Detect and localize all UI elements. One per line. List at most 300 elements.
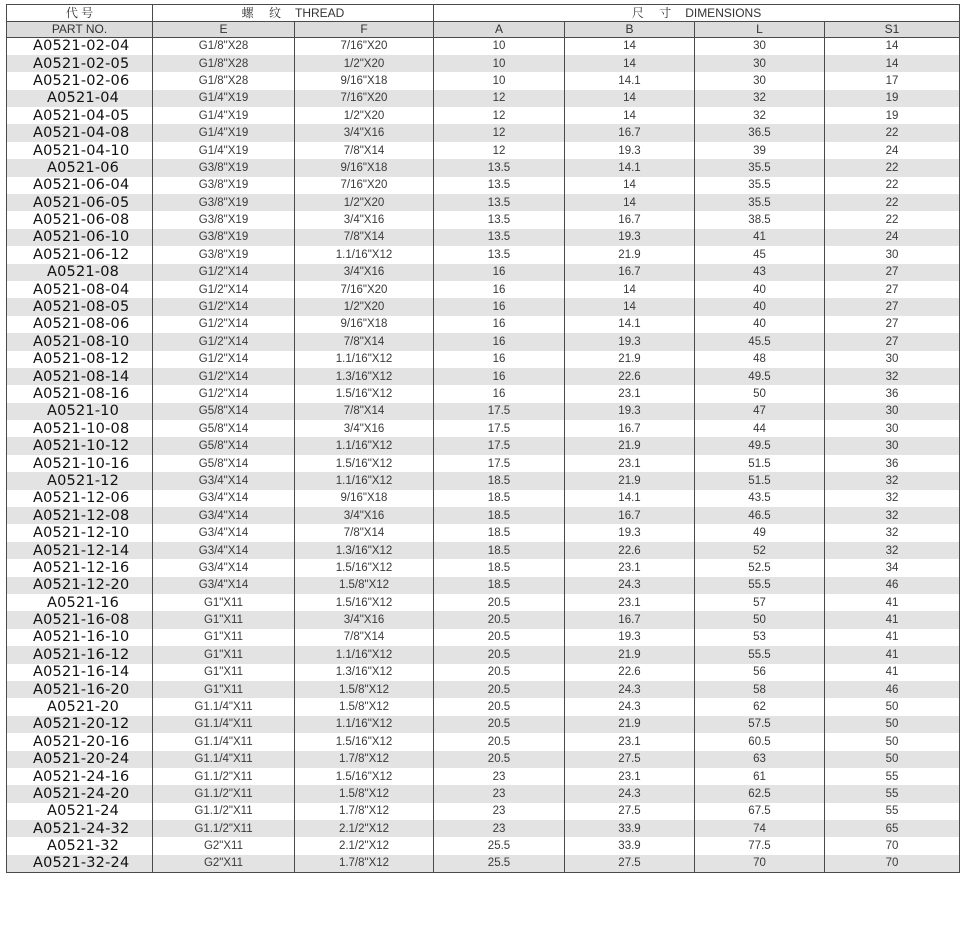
part-no-header-en: PART NO. [7,22,153,38]
dim-l-cell: 43.5 [695,490,825,507]
dim-l-cell: 62.5 [695,785,825,802]
dim-l-cell: 52 [695,542,825,559]
thread-e-cell: G1/2"X14 [153,368,295,385]
dim-a-cell: 16 [434,264,565,281]
dim-a-cell: 18.5 [434,542,565,559]
thread-f-cell: 3/4"X16 [295,124,434,141]
thread-f-cell: 1.1/16"X12 [295,246,434,263]
dim-a-cell: 12 [434,107,565,124]
thread-f-cell: 7/8"X14 [295,629,434,646]
dim-a-cell: 17.5 [434,420,565,437]
dim-a-cell: 20.5 [434,733,565,750]
dim-s1-cell: 55 [825,803,960,820]
dim-l-cell: 35.5 [695,159,825,176]
part-no-cell: A0521-16-10 [7,629,153,646]
dim-b-cell: 24.3 [565,681,695,698]
dim-a-cell: 20.5 [434,646,565,663]
part-no-cell: A0521-08-16 [7,385,153,402]
thread-f-cell: 1.7/8"X12 [295,803,434,820]
table-row [7,124,960,141]
table-row [7,211,960,228]
table-row [7,472,960,489]
thread-e-cell: G1.1/2"X11 [153,803,295,820]
dim-l-cell: 56 [695,664,825,681]
column-header-f: F [295,22,434,38]
thread-f-cell: 1.5/16"X12 [295,733,434,750]
thread-f-cell: 1.5/16"X12 [295,455,434,472]
thread-e-cell: G3/8"X19 [153,246,295,263]
part-no-cell: A0521-06-05 [7,194,153,211]
part-no-cell: A0521-24-16 [7,768,153,785]
thread-e-cell: G1"X11 [153,594,295,611]
part-no-cell: A0521-20-24 [7,751,153,768]
column-header-e: E [153,22,295,38]
dim-b-cell: 19.3 [565,333,695,350]
dim-l-cell: 49.5 [695,368,825,385]
dim-l-cell: 40 [695,298,825,315]
part-no-cell: A0521-06-10 [7,229,153,246]
thread-e-cell: G1/2"X14 [153,298,295,315]
dim-l-cell: 61 [695,768,825,785]
part-no-cell: A0521-16-20 [7,681,153,698]
thread-f-cell: 1.5/16"X12 [295,768,434,785]
dim-s1-cell: 32 [825,472,960,489]
dim-b-cell: 23.1 [565,455,695,472]
dim-b-cell: 16.7 [565,507,695,524]
dim-a-cell: 10 [434,55,565,72]
dim-b-cell: 19.3 [565,142,695,159]
dim-l-cell: 70 [695,855,825,872]
dim-b-cell: 33.9 [565,837,695,854]
table-row [7,681,960,698]
part-no-cell: A0521-08-05 [7,298,153,315]
dim-s1-cell: 70 [825,837,960,854]
dim-l-cell: 32 [695,107,825,124]
dim-s1-cell: 30 [825,351,960,368]
dim-a-cell: 13.5 [434,177,565,194]
thread-f-cell: 1.3/16"X12 [295,368,434,385]
dim-l-cell: 35.5 [695,194,825,211]
part-no-cell: A0521-08-14 [7,368,153,385]
thread-f-cell: 3/4"X16 [295,611,434,628]
dim-a-cell: 13.5 [434,229,565,246]
part-no-cell: A0521-12-08 [7,507,153,524]
thread-f-cell: 3/4"X16 [295,420,434,437]
dim-l-cell: 45.5 [695,333,825,350]
dim-s1-cell: 41 [825,629,960,646]
dim-a-cell: 10 [434,38,565,55]
dim-l-cell: 44 [695,420,825,437]
part-no-cell: A0521-08-06 [7,316,153,333]
part-no-cell: A0521-12-06 [7,490,153,507]
part-no-cell: A0521-24-20 [7,785,153,802]
dim-s1-cell: 55 [825,785,960,802]
part-no-cell: A0521-20-12 [7,716,153,733]
part-no-cell: A0521-02-05 [7,55,153,72]
dim-b-cell: 16.7 [565,264,695,281]
dim-l-cell: 58 [695,681,825,698]
dim-l-cell: 52.5 [695,559,825,576]
table-row [7,368,960,385]
dim-b-cell: 24.3 [565,698,695,715]
table-body [7,38,960,873]
table-row [7,55,960,72]
dim-s1-cell: 50 [825,733,960,750]
dim-b-cell: 19.3 [565,403,695,420]
part-no-cell: A0521-04-08 [7,124,153,141]
thread-f-cell: 1.5/16"X12 [295,385,434,402]
thread-f-cell: 1.3/16"X12 [295,664,434,681]
table-row [7,611,960,628]
dim-s1-cell: 24 [825,229,960,246]
thread-e-cell: G2"X11 [153,855,295,872]
dim-a-cell: 18.5 [434,507,565,524]
part-no-cell: A0521-06-04 [7,177,153,194]
dim-s1-cell: 22 [825,177,960,194]
dim-b-cell: 21.9 [565,351,695,368]
part-no-cell: A0521-04-10 [7,142,153,159]
thread-e-cell: G3/4"X14 [153,542,295,559]
thread-e-cell: G1.1/2"X11 [153,768,295,785]
part-no-cell: A0521-10-08 [7,420,153,437]
dim-a-cell: 23 [434,820,565,837]
thread-f-cell: 1.5/8"X12 [295,698,434,715]
thread-f-cell: 7/8"X14 [295,229,434,246]
part-no-cell: A0521-02-06 [7,72,153,89]
part-no-cell: A0521-24 [7,803,153,820]
dim-a-cell: 23 [434,768,565,785]
dimensions-table [6,4,960,873]
part-no-cell: A0521-04 [7,90,153,107]
dim-s1-cell: 17 [825,72,960,89]
part-no-cell: A0521-16 [7,594,153,611]
dim-s1-cell: 22 [825,194,960,211]
dim-l-cell: 53 [695,629,825,646]
table-row [7,264,960,281]
table-row [7,629,960,646]
thread-e-cell: G1/8"X28 [153,72,295,89]
table-row [7,194,960,211]
header-row-columns [7,22,960,38]
dim-l-cell: 30 [695,38,825,55]
table-row [7,664,960,681]
dim-a-cell: 16 [434,316,565,333]
thread-e-cell: G5/8"X14 [153,420,295,437]
thread-e-cell: G1/4"X19 [153,142,295,159]
dim-a-cell: 16 [434,368,565,385]
table-row [7,281,960,298]
dim-s1-cell: 30 [825,420,960,437]
column-header-s1: S1 [825,22,960,38]
table-row [7,751,960,768]
dim-a-cell: 18.5 [434,559,565,576]
thread-f-cell: 1.5/16"X12 [295,594,434,611]
dim-a-cell: 17.5 [434,403,565,420]
dim-b-cell: 27.5 [565,803,695,820]
header-row-top [7,5,960,22]
thread-e-cell: G1"X11 [153,611,295,628]
dim-s1-cell: 32 [825,524,960,541]
dim-s1-cell: 50 [825,716,960,733]
part-no-cell: A0521-12-20 [7,577,153,594]
dim-b-cell: 14.1 [565,72,695,89]
dim-a-cell: 13.5 [434,159,565,176]
dim-s1-cell: 46 [825,577,960,594]
table-row [7,524,960,541]
thread-f-cell: 1.5/8"X12 [295,785,434,802]
dim-s1-cell: 50 [825,698,960,715]
dim-b-cell: 16.7 [565,420,695,437]
dim-s1-cell: 41 [825,664,960,681]
dim-b-cell: 33.9 [565,820,695,837]
thread-e-cell: G1"X11 [153,681,295,698]
dim-s1-cell: 24 [825,142,960,159]
thread-f-cell: 7/16"X20 [295,90,434,107]
dim-s1-cell: 46 [825,681,960,698]
thread-e-cell: G1/4"X19 [153,107,295,124]
thread-f-cell: 2.1/2"X12 [295,820,434,837]
dim-s1-cell: 22 [825,159,960,176]
dim-b-cell: 23.1 [565,594,695,611]
thread-e-cell: G5/8"X14 [153,437,295,454]
column-header-b: B [565,22,695,38]
thread-f-cell: 9/16"X18 [295,316,434,333]
dim-a-cell: 20.5 [434,594,565,611]
dim-b-cell: 23.1 [565,559,695,576]
thread-e-cell: G2"X11 [153,837,295,854]
dim-l-cell: 46.5 [695,507,825,524]
thread-f-cell: 7/8"X14 [295,524,434,541]
dim-a-cell: 10 [434,72,565,89]
dim-b-cell: 23.1 [565,768,695,785]
dim-a-cell: 17.5 [434,455,565,472]
thread-f-cell: 9/16"X18 [295,159,434,176]
thread-e-cell: G1/2"X14 [153,385,295,402]
dim-s1-cell: 27 [825,264,960,281]
thread-f-cell: 1.5/8"X12 [295,577,434,594]
thread-f-cell: 1/2"X20 [295,107,434,124]
dim-a-cell: 18.5 [434,577,565,594]
dim-l-cell: 41 [695,229,825,246]
dim-b-cell: 14 [565,177,695,194]
dim-s1-cell: 14 [825,55,960,72]
thread-e-cell: G3/4"X14 [153,490,295,507]
thread-f-cell: 1/2"X20 [295,194,434,211]
table-row [7,298,960,315]
part-no-cell: A0521-06 [7,159,153,176]
part-no-cell: A0521-10-16 [7,455,153,472]
dim-l-cell: 30 [695,72,825,89]
dim-b-cell: 19.3 [565,524,695,541]
thread-e-cell: G1.1/2"X11 [153,820,295,837]
table-row [7,646,960,663]
part-no-cell: A0521-24-32 [7,820,153,837]
dim-a-cell: 25.5 [434,837,565,854]
thread-f-cell: 1.7/8"X12 [295,855,434,872]
dim-l-cell: 50 [695,611,825,628]
dim-l-cell: 55.5 [695,646,825,663]
dim-a-cell: 17.5 [434,437,565,454]
dim-a-cell: 23 [434,803,565,820]
thread-e-cell: G1.1/4"X11 [153,698,295,715]
thread-e-cell: G3/4"X14 [153,507,295,524]
table-row [7,403,960,420]
thread-e-cell: G3/4"X14 [153,577,295,594]
thread-f-cell: 1/2"X20 [295,55,434,72]
part-no-cell: A0521-08-04 [7,281,153,298]
dim-s1-cell: 27 [825,298,960,315]
dim-l-cell: 36.5 [695,124,825,141]
dim-s1-cell: 36 [825,455,960,472]
dim-l-cell: 67.5 [695,803,825,820]
part-no-cell: A0521-08 [7,264,153,281]
dim-l-cell: 57.5 [695,716,825,733]
dim-b-cell: 23.1 [565,733,695,750]
dim-s1-cell: 41 [825,594,960,611]
dim-b-cell: 21.9 [565,472,695,489]
dim-a-cell: 20.5 [434,681,565,698]
table-row [7,159,960,176]
dim-a-cell: 20.5 [434,698,565,715]
dim-a-cell: 16 [434,281,565,298]
dim-l-cell: 45 [695,246,825,263]
dim-a-cell: 20.5 [434,629,565,646]
thread-f-cell: 7/16"X20 [295,281,434,298]
thread-f-cell: 1.1/16"X12 [295,472,434,489]
table-row [7,455,960,472]
dim-l-cell: 47 [695,403,825,420]
dim-b-cell: 14.1 [565,490,695,507]
table-row [7,90,960,107]
dim-l-cell: 48 [695,351,825,368]
dim-l-cell: 39 [695,142,825,159]
thread-e-cell: G1/4"X19 [153,90,295,107]
thread-f-cell: 1.1/16"X12 [295,351,434,368]
dim-l-cell: 77.5 [695,837,825,854]
part-no-cell: A0521-08-10 [7,333,153,350]
part-no-cell: A0521-32 [7,837,153,854]
part-no-cell: A0521-16-08 [7,611,153,628]
part-no-cell: A0521-20 [7,698,153,715]
dim-a-cell: 18.5 [434,490,565,507]
table-row [7,420,960,437]
thread-f-cell: 7/8"X14 [295,403,434,420]
dim-s1-cell: 55 [825,768,960,785]
dim-s1-cell: 50 [825,751,960,768]
dim-a-cell: 16 [434,351,565,368]
part-no-cell: A0521-12-10 [7,524,153,541]
thread-e-cell: G1/2"X14 [153,351,295,368]
dim-a-cell: 23 [434,785,565,802]
table-row [7,803,960,820]
thread-e-cell: G3/8"X19 [153,194,295,211]
dim-b-cell: 24.3 [565,785,695,802]
part-no-cell: A0521-16-14 [7,664,153,681]
thread-f-cell: 7/16"X20 [295,38,434,55]
dim-s1-cell: 41 [825,646,960,663]
table-row [7,351,960,368]
thread-e-cell: G3/4"X14 [153,524,295,541]
table-row [7,490,960,507]
dim-b-cell: 21.9 [565,437,695,454]
dim-a-cell: 12 [434,90,565,107]
thread-f-cell: 1.1/16"X12 [295,437,434,454]
dim-s1-cell: 34 [825,559,960,576]
thread-e-cell: G1/4"X19 [153,124,295,141]
thread-f-cell: 1.7/8"X12 [295,751,434,768]
dim-l-cell: 38.5 [695,211,825,228]
thread-f-cell: 1.3/16"X12 [295,542,434,559]
thread-e-cell: G1.1/4"X11 [153,716,295,733]
dim-l-cell: 50 [695,385,825,402]
dim-l-cell: 60.5 [695,733,825,750]
dim-l-cell: 51.5 [695,455,825,472]
table-header [7,5,960,38]
table-row [7,577,960,594]
dim-s1-cell: 30 [825,437,960,454]
thread-label-cn: 螺 纹 [241,6,287,20]
thread-e-cell: G1.1/4"X11 [153,751,295,768]
table-row [7,177,960,194]
table-row [7,38,960,55]
thread-e-cell: G1/2"X14 [153,316,295,333]
thread-f-cell: 1.5/8"X12 [295,681,434,698]
table-row [7,594,960,611]
dim-a-cell: 18.5 [434,472,565,489]
dim-b-cell: 16.7 [565,611,695,628]
dim-s1-cell: 32 [825,542,960,559]
dim-a-cell: 20.5 [434,751,565,768]
thread-e-cell: G1/2"X14 [153,281,295,298]
dim-s1-cell: 65 [825,820,960,837]
part-no-cell: A0521-12-16 [7,559,153,576]
dim-b-cell: 14 [565,38,695,55]
dim-a-cell: 16 [434,385,565,402]
dim-b-cell: 19.3 [565,229,695,246]
table-row [7,542,960,559]
thread-e-cell: G1/8"X28 [153,55,295,72]
dim-a-cell: 16 [434,298,565,315]
dim-a-cell: 20.5 [434,716,565,733]
thread-f-cell: 3/4"X16 [295,211,434,228]
table-row [7,855,960,872]
part-no-cell: A0521-10-12 [7,437,153,454]
thread-e-cell: G1"X11 [153,629,295,646]
dim-s1-cell: 32 [825,490,960,507]
dim-l-cell: 40 [695,316,825,333]
dim-l-cell: 51.5 [695,472,825,489]
dim-b-cell: 14.1 [565,316,695,333]
table-row [7,785,960,802]
thread-f-cell: 7/8"X14 [295,142,434,159]
table-row [7,768,960,785]
dim-b-cell: 22.6 [565,542,695,559]
dim-s1-cell: 22 [825,124,960,141]
table-row [7,72,960,89]
part-no-cell: A0521-06-12 [7,246,153,263]
dim-s1-cell: 27 [825,316,960,333]
table-row [7,698,960,715]
part-no-header-cn [7,5,153,22]
table-row [7,716,960,733]
thread-e-cell: G3/8"X19 [153,211,295,228]
dimensions-header [434,5,960,22]
table-row [7,837,960,854]
dimensions-label-en: DIMENSIONS [685,6,762,20]
dim-s1-cell: 41 [825,611,960,628]
thread-f-cell: 1/2"X20 [295,298,434,315]
thread-e-cell: G3/8"X19 [153,177,295,194]
